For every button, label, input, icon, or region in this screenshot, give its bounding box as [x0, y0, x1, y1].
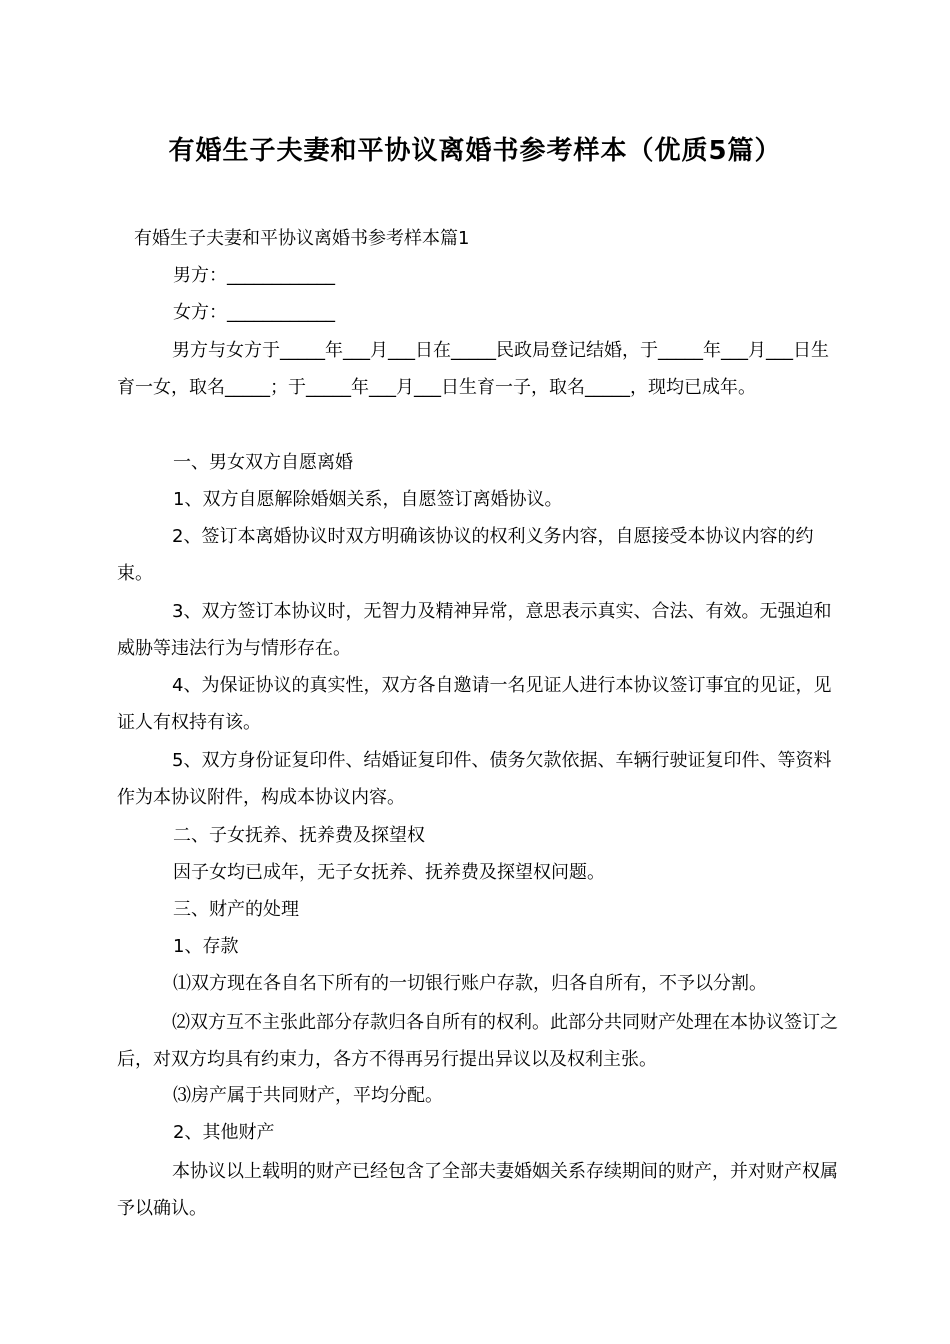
subheading-deposits: 1、存款 — [173, 936, 239, 957]
heading-divorce-voluntary: 一、男女双方自愿离婚 — [173, 452, 353, 473]
clause-1: 1、双方自愿解除婚姻关系，自愿签订离婚协议。 — [173, 489, 563, 510]
deposits-item-1: ⑴双方现在各自名下所有的一切银行账户存款，归各自所有，不予以分割。 — [173, 973, 767, 994]
clause-3: 3、双方签订本协议时，无智力及精神异常，意思表示真实、合法、有效。无强迫和威胁等违法行为与情形存在。 — [117, 601, 832, 659]
heading-child-custody: 二、子女抚养、抚养费及探望权 — [173, 825, 425, 846]
marriage-paragraph: 男方与女方于_____年___月___日在_____民政局登记结婚，于_____年___月___日生育一女，取名_____；于_____年___月___日生育一子，取名_____，现均已成年。 — [117, 340, 829, 398]
other-property-text: 本协议以上载明的财产已经包含了全部夫妻婚姻关系存续期间的财产，并对财产权属予以确认。 — [117, 1161, 838, 1219]
section-heading: 有婚生子夫妻和平协议离婚书参考样本篇1 — [134, 228, 470, 249]
female-party-line: 女方：____________ — [173, 302, 335, 323]
deposits-item-2: ⑵双方互不主张此部分存款归各自所有的权利。此部分共同财产处理在本协议签订之后，对双方均具有约束力，各方不得再另行提出异议以及权利主张。 — [117, 1012, 838, 1070]
subheading-other-property: 2、其他财产 — [173, 1122, 275, 1143]
male-party-line: 男方：____________ — [173, 265, 335, 286]
page-title: 有婚生子夫妻和平协议离婚书参考样本（优质5篇） — [168, 136, 782, 166]
clause-4: 4、为保证协议的真实性，双方各自邀请一名见证人进行本协议签订事宜的见证，见证人有权持有该。 — [117, 675, 832, 733]
clause-5: 5、双方身份证复印件、结婚证复印件、债务欠款依据、车辆行驶证复印件、等资料作为本协议附件，构成本协议内容。 — [117, 750, 832, 808]
child-custody-text: 因子女均已成年，无子女抚养、抚养费及探望权问题。 — [173, 862, 605, 883]
deposits-item-3: ⑶房产属于共同财产，平均分配。 — [173, 1085, 443, 1106]
heading-property: 三、财产的处理 — [173, 899, 299, 920]
clause-2: 2、签订本离婚协议时双方明确该协议的权利义务内容，自愿接受本协议内容的约束。 — [117, 526, 814, 584]
